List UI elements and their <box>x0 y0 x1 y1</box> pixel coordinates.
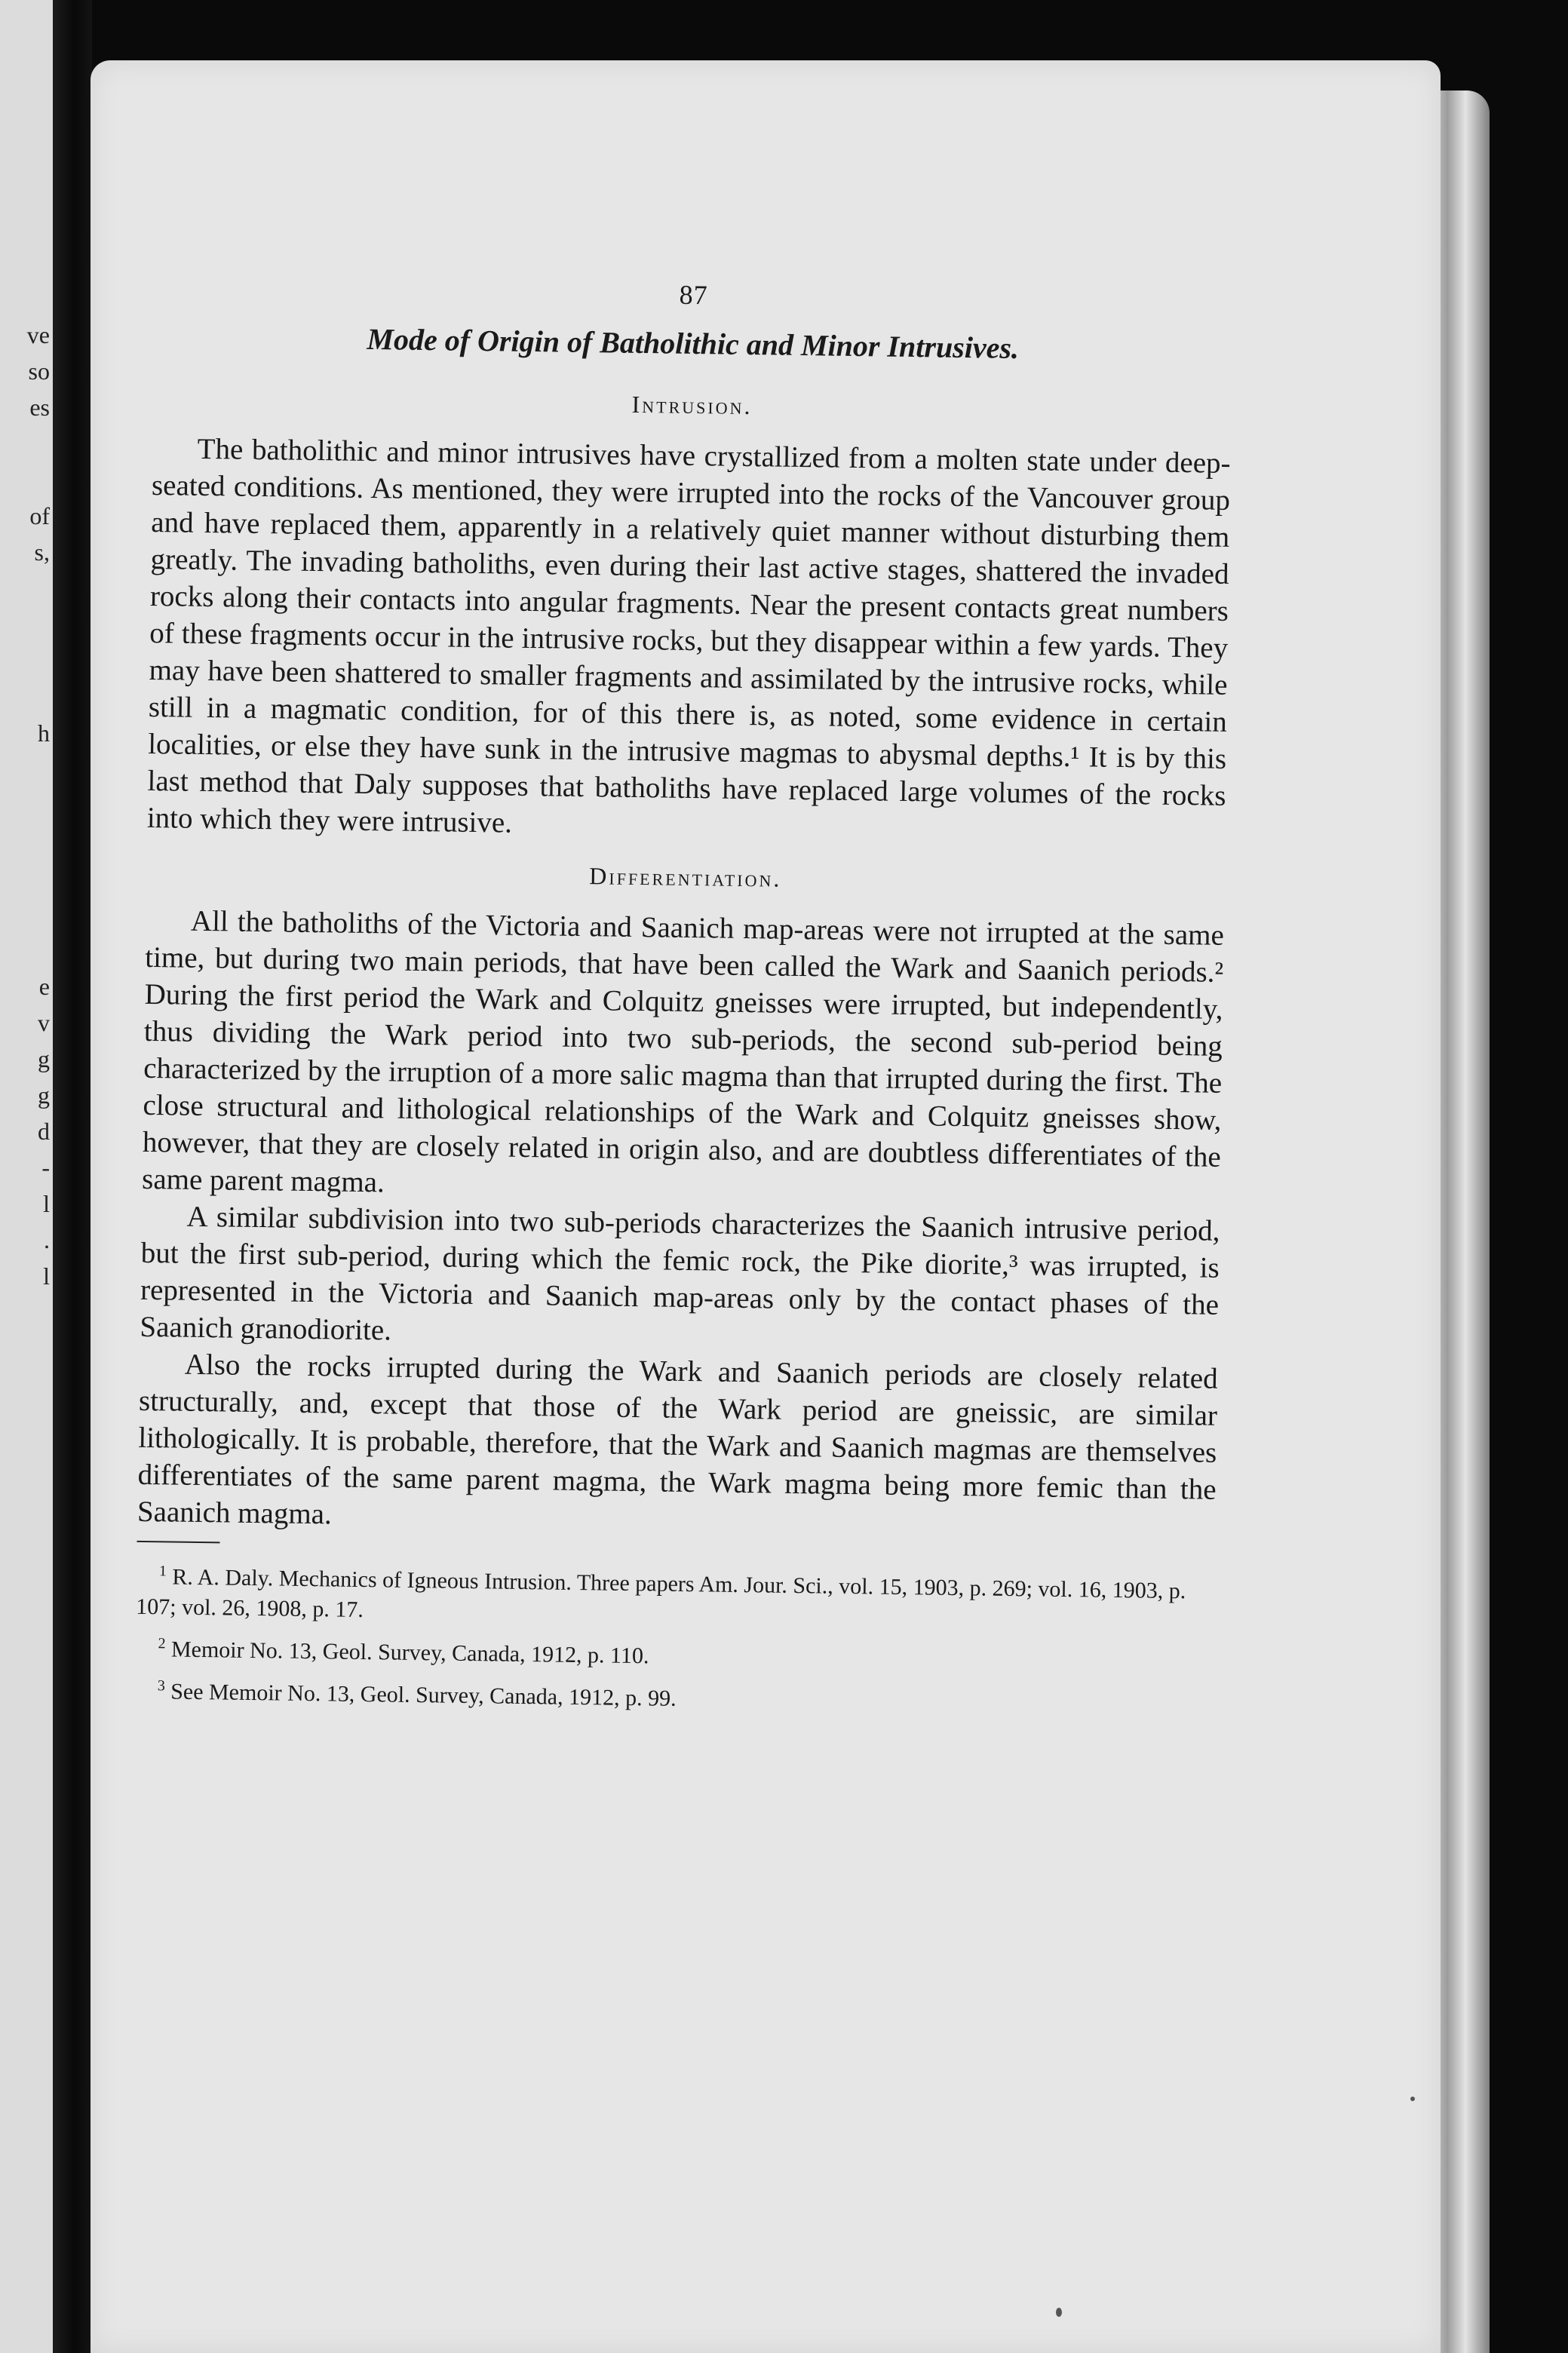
facing-page-fragment <box>0 824 50 860</box>
facing-page-fragment: s, <box>34 538 50 566</box>
facing-page-fragment: h <box>38 719 50 747</box>
paragraph-differentiation-1: All the batholiths of the Victoria and Saanich map-areas were not irrupted at the same time, but during two main periods, that have been called the Wark and Saanich periods.² During the first period the Wark and Colquitz gneisses were irrupted, but independently, thus dividing the Wark period into two sub-periods, the second sub-period being characterized by the irruption of a more salic magma than that irrupted during the first. The close structural and lithological relationships of the Wark and Colquitz gneisses show, however, that they are closely related in origin also, and are doubtless differentiates of the same parent magma. <box>141 904 1225 1199</box>
facing-page-fragment: g <box>38 1045 50 1072</box>
facing-page-fragment: e <box>38 973 50 1000</box>
paragraph-differentiation-2: A similar subdivision into two sub-periods characterizes the Saanich intrusive period, but the first sub-period, during which the femic rock, the Pike diorite,³ was irrupted, is represented in the Victoria and Saanich map-areas only by the contact phases of the Saanich granodiorite. <box>140 1200 1220 1347</box>
facing-page-fragment: l <box>43 1262 50 1290</box>
facing-page-fragment <box>0 425 50 462</box>
facing-page-fragment: g <box>38 1081 50 1109</box>
facing-page-text-fragments <box>0 317 50 1750</box>
facing-page-fragment <box>0 751 50 787</box>
facing-page-edge <box>0 0 53 2353</box>
facing-page-fragment: - <box>41 1154 50 1181</box>
facing-page-fragment: v <box>38 1009 50 1036</box>
book-gutter <box>53 0 92 2353</box>
facing-page-fragment <box>0 643 50 679</box>
facing-page-fragment <box>0 462 50 498</box>
facing-page-fragment: . <box>44 1226 50 1253</box>
facing-page-fragment <box>0 679 50 715</box>
page-number: 87 <box>679 279 708 311</box>
facing-page-fragment <box>0 787 50 824</box>
footnote-1: $^1$ R. A. Daly. Mechanics of Igneous Intrusion. Three papers Am. Jour. Sci., vol. 15, 1903, p. 269; vol. 16, 1903, p. 107; vol. 26, 1908, p. 17. <box>136 1563 1186 1623</box>
facing-page-fragment <box>0 606 50 643</box>
facing-page-fragment: d <box>38 1118 50 1145</box>
paragraph-intrusion: The batholithic and minor intrusives have crystallized from a molten state under deep-seated conditions. As mentioned, they were irrupted into the rocks of the Vancouver group and have replaced them, apparently in a relatively quiet manner without disturbing them greatly. The invading batholiths, even during their last active stages, shattered the invaded rocks along their contacts into angular fragments. Near the present contacts great numbers of these fragments occur in the intrusive rocks, but they disappear within a few yards. They may have been shattered to smaller fragments and assimilated by the intrusive rocks, while still in a magmatic condition, for of this there is, as noted, some evidence in certain localities, or else they have sunk in the intrusive magmas to abysmal depths.¹ It is by this last method that Daly supposes that batholiths have replaced large volumes of the rocks into which they were intrusive. <box>146 432 1231 839</box>
facing-page-fragment: es <box>29 394 50 421</box>
facing-page-fragment <box>0 570 50 606</box>
section-heading-intrusion: Intrusion. <box>631 390 753 420</box>
facing-page-fragment: ve <box>26 321 50 348</box>
page-title: Mode of Origin of Batholithic and Minor Intrusives. <box>367 321 1020 366</box>
paragraph-differentiation-3: Also the rocks irrupted during the Wark and Saanich periods are closely related structurally, and, except that those of the Wark period are gneissic, are similar lithologically. It is probable, therefore, that the Wark and Saanich magmas are themselves differentiates of the same parent magma, the Wark magma being more femic than the Saanich magma. <box>137 1348 1218 1531</box>
footnote-rule <box>137 1541 219 1544</box>
scan-speck <box>1056 2308 1062 2317</box>
facing-page-fragment: of <box>29 502 50 529</box>
page-text <box>134 272 1233 1728</box>
facing-page-fragment: so <box>28 357 50 385</box>
scan-speck <box>1410 2097 1415 2101</box>
footnote-3: $^3$ See Memoir No. 13, Geol. Survey, Canada, 1912, p. 99. <box>157 1677 677 1711</box>
section-heading-differentiation: Differentiation. <box>589 862 782 892</box>
facing-page-fragment <box>0 932 50 968</box>
facing-page-fragment <box>0 896 50 932</box>
facing-page-fragment <box>0 860 50 896</box>
facing-page-fragment: l <box>43 1190 50 1217</box>
footnote-2: $^2$ Memoir No. 13, Geol. Survey, Canada, 1912, p. 110. <box>158 1635 649 1669</box>
